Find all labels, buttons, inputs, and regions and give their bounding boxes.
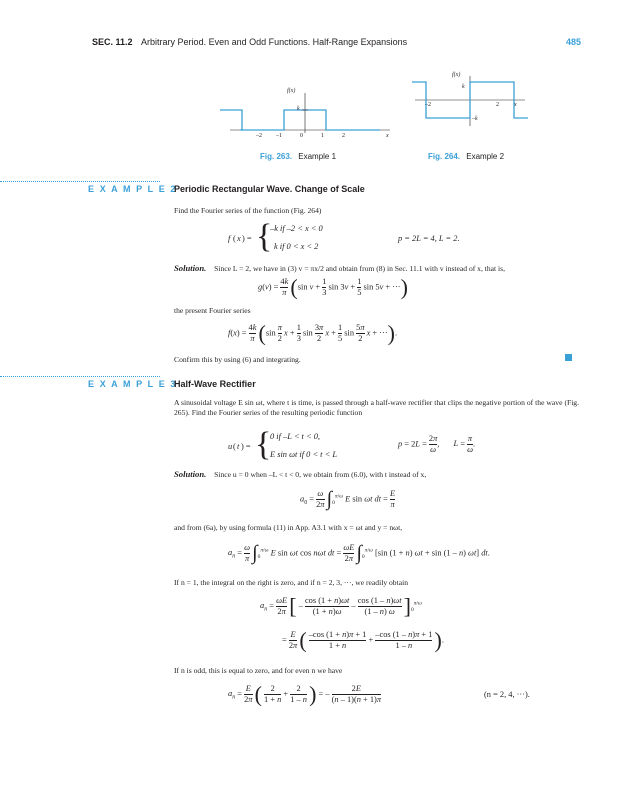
example3-eq-an-evaluated: $a_n$ = $\frac{\omega E}{2\pi}$ [ – $\frac{\cos (1 + n)\omega t}{(1 + n)\omega}$ – $\frac{\cos (1 - n)\omega t}{(1 - n) \omega}$ ]$_0^{\pi/\omega}$ xyxy=(260,593,422,619)
fig264-k-label: k xyxy=(462,84,465,90)
fig264-caption xyxy=(428,152,504,161)
running-header xyxy=(92,37,407,47)
example2-case-1: –k if –2 < x < 0 xyxy=(270,224,323,233)
fig263-ylabel: f(x) xyxy=(287,88,296,94)
example2-present-text: the present Fourier series xyxy=(174,306,251,315)
example3-case-1: 0 if –L < t < 0, xyxy=(270,432,321,441)
example2-intro: Find the Fourier series of the function (Fig. 264) xyxy=(174,206,322,215)
section-number: SEC. 11.2 xyxy=(92,37,133,47)
end-of-example-marker xyxy=(565,354,572,361)
example2-confirm: Confirm this by using (6) and integrating. xyxy=(174,355,301,364)
example3-label: E X A M P L E 3 xyxy=(88,379,178,389)
example3-eq-a0: $a_0$ = $\frac{\omega}{2\pi}$ $\int_0^{\pi/\omega}$ E sin ωt dt = $\frac{E}{\pi}$ xyxy=(300,488,396,510)
fig263-caption-text: Example 1 xyxy=(298,152,337,161)
example3-case-2: E sin ωt if 0 < t < L xyxy=(270,450,338,459)
example2-case-2: k if 0 < x < 2 xyxy=(274,242,319,251)
example2-rule xyxy=(0,181,160,182)
fig263-tick-0: 0 xyxy=(300,133,303,139)
example3-intro: A sinusoidal voltage E sin ωt, where t is time, is passed through a half-wave rectifier that clips the negative portion of the wave (Fig. 265). Find the Fourier series of the resulting periodic function xyxy=(174,398,579,417)
fig263-tick-2: 2 xyxy=(342,133,345,139)
example3-rule xyxy=(0,376,160,377)
example3-solution xyxy=(174,469,584,480)
fig264-negk-label: –k xyxy=(472,116,478,122)
example3-eq-an: $a_n$ = $\frac{\omega}{\pi}$ $\int_0^{\pi/\omega}$ E sin ωt cos nωt dt = $\frac{\omega E}{2\pi}$ $\int_0^{\pi/\omega}$ [sin (1 + n) ωt + sin (1 – n) ωt] dt. xyxy=(228,542,490,564)
example3-eq-an-simplified: = $\frac{E}{2\pi}$ ( $\frac{-\cos (1 + n)\pi + 1}{1 + n}$ + $\frac{-\cos (1 - n)\pi + 1}{1 - n}$ ). xyxy=(282,627,444,653)
example3-solution-text: Since u = 0 when –L < t < 0, we obtain from (6.0), with t instead of x, xyxy=(214,470,427,479)
example3-title: Half-Wave Rectifier xyxy=(174,379,256,389)
example2-solution-text: Since L = 2, we have in (3) v = πx/2 and obtain from (8) in Sec. 11.1 with v instead of x, that is, xyxy=(214,264,506,273)
example2-period: p = 2L = 4, L = 2. xyxy=(398,234,460,243)
fig264-xlabel: x xyxy=(514,102,517,108)
example2-eq-g: g(v) = $\frac{4k}{\pi}$ (sin v + $\frac{1}{3}$ sin 3v + $\frac{1}{5}$ sin 5v + ···) xyxy=(258,274,408,300)
example3-odd-text: If n is odd, this is equal to zero, and for even n we have xyxy=(174,666,343,675)
fig263-tick-m1: –1 xyxy=(276,133,282,139)
example3-eq-an-even: $a_n$ = $\frac{E}{2\pi}$ ( $\frac{2}{1 + n}$ + $\frac{2}{1 - n}$ ) = – $\frac{2E}{(n - 1)(n + 1)\pi}$ xyxy=(228,681,382,707)
fig264-ylabel: f(x) xyxy=(452,72,461,78)
page-number: 485 xyxy=(566,37,582,47)
section-title: Arbitrary Period. Even and Odd Functions. Half-Range Expansions xyxy=(141,37,408,47)
figure-263 xyxy=(220,75,420,157)
example3-from6a: and from (6a), by using formula (11) in App. A3.1 with x = ωt and y = nωt, xyxy=(174,523,403,532)
example3-ifn1: If n = 1, the integral on the right is zero, and if n = 2, 3, ···, we readily obtain xyxy=(174,578,408,587)
fig263-tick-m2: –2 xyxy=(256,133,262,139)
example2-solution-label: Solution. xyxy=(174,263,207,273)
fig264-tick-m2: –2 xyxy=(425,102,431,108)
fig263-caption xyxy=(260,152,336,161)
example3-solution-label: Solution. xyxy=(174,469,207,479)
fig263-k-label: k xyxy=(297,106,300,112)
fig263-pulse-wave xyxy=(220,110,380,130)
example3-n-range: (n = 2, 4, ···). xyxy=(484,690,530,699)
fig263-xlabel: x xyxy=(386,133,389,139)
example2-solution xyxy=(174,263,584,274)
fig263-caption-number: Fig. 263. xyxy=(260,152,293,161)
example2-title: Periodic Rectangular Wave. Change of Scale xyxy=(174,184,365,194)
fig264-caption-text: Example 2 xyxy=(466,152,505,161)
fig263-tick-1: 1 xyxy=(321,133,324,139)
fig264-tick-2: 2 xyxy=(496,102,499,108)
example2-eq-f: f(x) = $\frac{4k}{\pi}$ (sin $\frac{\pi}{2}$ x + $\frac{1}{3}$ sin $\frac{3\pi}{2}$ x + $\frac{1}{5}$ sin $\frac{5\pi}{2}$ x + ···). xyxy=(228,320,398,346)
example2-label: E X A M P L E 2 xyxy=(88,184,178,194)
fig264-caption-number: Fig. 264. xyxy=(428,152,461,161)
example3-period: p = 2L = $\frac{2\pi}{\omega}$ , L = $\frac{\pi}{\omega}$ . xyxy=(398,434,476,454)
